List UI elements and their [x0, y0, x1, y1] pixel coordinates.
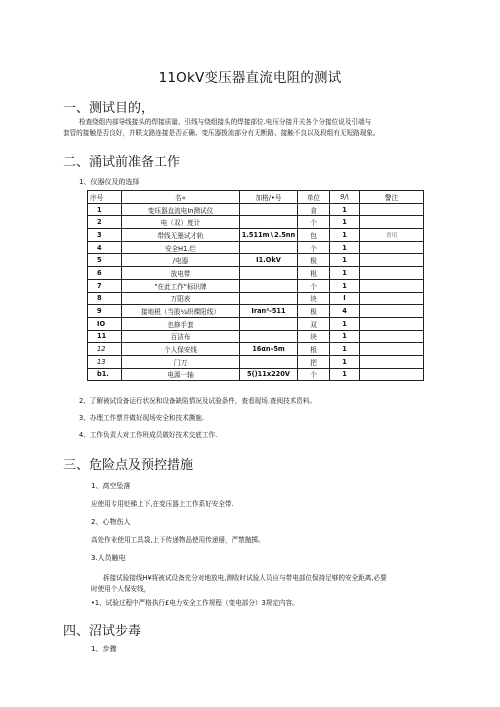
- cell-seq: 1: [88, 203, 122, 216]
- cell-remark: [360, 343, 424, 356]
- cell-name: 变珏器直流电In测试仪: [122, 203, 240, 216]
- cell-unit: 极: [298, 254, 330, 267]
- section-2-heading: 二、涌试前准备工作: [63, 155, 181, 170]
- cell-remark: [360, 355, 424, 368]
- cell-unit: 极: [298, 305, 330, 318]
- cell-qty: 1: [330, 343, 360, 356]
- cell-seq: 4: [88, 241, 122, 254]
- cell-seq: 12: [88, 343, 122, 356]
- cell-spec: [240, 216, 298, 229]
- section-3-text-1: 应使用专用贬梯上下,在变压器上工作系好安全带.: [91, 500, 234, 508]
- cell-remark: [360, 216, 424, 229]
- cell-spec: I1.OkV: [240, 254, 298, 267]
- table-header-unit: 单位: [298, 191, 330, 204]
- cell-qty: 1: [330, 355, 360, 368]
- cell-spec: [240, 330, 298, 343]
- section-3-item-3: 3.人员触电: [91, 554, 126, 562]
- cell-qty: 1: [330, 317, 360, 330]
- cell-qty: 4: [330, 305, 360, 318]
- cell-seq: 13: [88, 355, 122, 368]
- section-3-text-2: 高处作业使用工具袋,上下传递物品使用传递掰，严禁抛掷。: [91, 536, 265, 544]
- cell-unit: 块: [298, 330, 330, 343]
- table-row: [88, 343, 424, 356]
- table-header-qty: 9∕\: [330, 191, 360, 204]
- table-row: [88, 330, 424, 343]
- cell-remark: [360, 203, 424, 216]
- cell-unit: 根: [298, 267, 330, 280]
- cell-remark: [360, 368, 424, 381]
- cell-spec: [240, 292, 298, 305]
- table-row: [88, 355, 424, 368]
- cell-qty: 1: [330, 241, 360, 254]
- table-row: [88, 254, 424, 267]
- cell-name: /电器: [122, 254, 240, 267]
- section-1-heading: 一、测试目的，: [63, 101, 155, 116]
- table-row: [88, 216, 424, 229]
- cell-name: 电源一轴: [122, 368, 240, 381]
- cell-qty: 1: [330, 254, 360, 267]
- cell-spec: 16αn-5m: [240, 343, 298, 356]
- cell-unit: 双: [298, 317, 330, 330]
- section-3-text-3a: 拆接试验接线H¥将被试设备充分对地放电,测收时试验人员应与带电部位保持足够的安全距离,必要: [103, 574, 387, 582]
- cell-spec: [240, 279, 298, 292]
- cell-qty: I: [330, 292, 360, 305]
- cell-unit: 根: [298, 343, 330, 356]
- cell-remark: [360, 330, 424, 343]
- table-row: [88, 229, 424, 242]
- cell-unit: 食: [298, 203, 330, 216]
- cell-spec: [240, 355, 298, 368]
- cell-remark: [360, 241, 424, 254]
- equipment-table: [87, 190, 424, 381]
- cell-remark: [360, 267, 424, 280]
- table-row: [88, 241, 424, 254]
- cell-unit: 个: [298, 368, 330, 381]
- cell-seq: 8: [88, 292, 122, 305]
- section-3-text-3c: •1、试验过程中严格执行£电力安全工作规程（变电部分）3规定内容。: [91, 599, 299, 607]
- section-3-heading: 三、危险点及预控措施: [63, 458, 194, 473]
- cell-unit: 块: [298, 292, 330, 305]
- cell-name: 门刀: [122, 355, 240, 368]
- cell-qty: 1: [330, 203, 360, 216]
- cell-name: 电（双）度计: [122, 216, 240, 229]
- table-row: [88, 203, 424, 216]
- cell-remark: [360, 292, 424, 305]
- cell-spec: 5()11x220V: [240, 368, 298, 381]
- table-row: [88, 368, 424, 381]
- section-3-item-1: 1、高空坠落: [91, 482, 131, 490]
- cell-remark: [360, 317, 424, 330]
- section-3-text-3b: 时使用个人保安线，: [91, 585, 151, 593]
- cell-unit: 个: [298, 241, 330, 254]
- cell-unit: 把: [298, 355, 330, 368]
- section-2-note-2: 2、了解被试设备运行状况和设备缺陷情况及试验条件，查看现场.查阅技术资料。: [79, 397, 317, 405]
- cell-unit: 个: [298, 216, 330, 229]
- section-3-item-2: 2、心物伤人: [91, 518, 131, 526]
- cell-name: 万阳表: [122, 292, 240, 305]
- cell-name: 安全H1.烂: [122, 241, 240, 254]
- cell-name: 百洁布: [122, 330, 240, 343]
- cell-name: "在此工作"标识牌: [122, 279, 240, 292]
- cell-spec: 1.511m∖2.5nn: [240, 229, 298, 242]
- table-header-name: 名«: [122, 191, 240, 204]
- cell-qty: 1: [330, 368, 360, 381]
- section-4-heading: 四、沼试步毒: [63, 624, 142, 639]
- section-2-note-3: 3、办理工作票并做好现场安全和技术撕施.: [79, 414, 204, 422]
- cell-name: 也修手套: [122, 317, 240, 330]
- section-4-item-1: 1、步骤: [91, 645, 117, 653]
- cell-remark: [360, 305, 424, 318]
- cell-seq: b1.: [88, 368, 122, 381]
- cell-name: 放电带: [122, 267, 240, 280]
- cell-qty: 1: [330, 279, 360, 292]
- cell-remark: 省用: [360, 229, 424, 242]
- cell-qty: 1: [330, 267, 360, 280]
- document-title: 11OkV变压器直流电阻的测试: [158, 70, 342, 86]
- section-2-item-1: 1、仪器仪及的选择: [79, 178, 140, 186]
- cell-name: 个人保安线: [122, 343, 240, 356]
- cell-seq: 2: [88, 216, 122, 229]
- cell-spec: [240, 241, 298, 254]
- cell-seq: 11: [88, 330, 122, 343]
- table-row: [88, 279, 424, 292]
- section-1-body-line-1: 检查绕组内部导线接头的焊接质量、引线与绕组接头的焊接部位.电压分接开关各个分接位说及引端与: [79, 118, 372, 126]
- cell-unit: 包: [298, 229, 330, 242]
- cell-seq: 3: [88, 229, 122, 242]
- cell-seq: 5: [88, 254, 122, 267]
- cell-spec: Iran²-511: [240, 305, 298, 318]
- table-header-remark: 警注: [360, 191, 424, 204]
- cell-name: 带线无墨试才轨: [122, 229, 240, 242]
- cell-seq: IO: [88, 317, 122, 330]
- cell-qty: 1: [330, 229, 360, 242]
- cell-seq: 7: [88, 279, 122, 292]
- table-header-row: [88, 191, 424, 204]
- section-2-note-4: 4、工作负责人对工作班成员做好技术交底工作.: [79, 431, 218, 439]
- cell-name: 接地税（当股¼织棵阳线）: [122, 305, 240, 318]
- table-row: [88, 305, 424, 318]
- table-row: [88, 317, 424, 330]
- section-1-body-line-2: 套管的接触是否良好，并联支路连接是否正确、变压器拨流部分有无断路、接触不良以及段组有无短路现象。: [63, 129, 380, 137]
- cell-seq: 9: [88, 305, 122, 318]
- cell-remark: [360, 254, 424, 267]
- cell-seq: 6: [88, 267, 122, 280]
- cell-qty: 1: [330, 216, 360, 229]
- cell-unit: 个: [298, 279, 330, 292]
- cell-qty: 1: [330, 330, 360, 343]
- table-row: [88, 267, 424, 280]
- cell-spec: [240, 267, 298, 280]
- table-row: [88, 292, 424, 305]
- table-header-spec: 加格/•号: [240, 191, 298, 204]
- cell-spec: [240, 317, 298, 330]
- cell-spec: [240, 203, 298, 216]
- cell-remark: [360, 279, 424, 292]
- table-header-seq: 序号: [88, 191, 122, 204]
